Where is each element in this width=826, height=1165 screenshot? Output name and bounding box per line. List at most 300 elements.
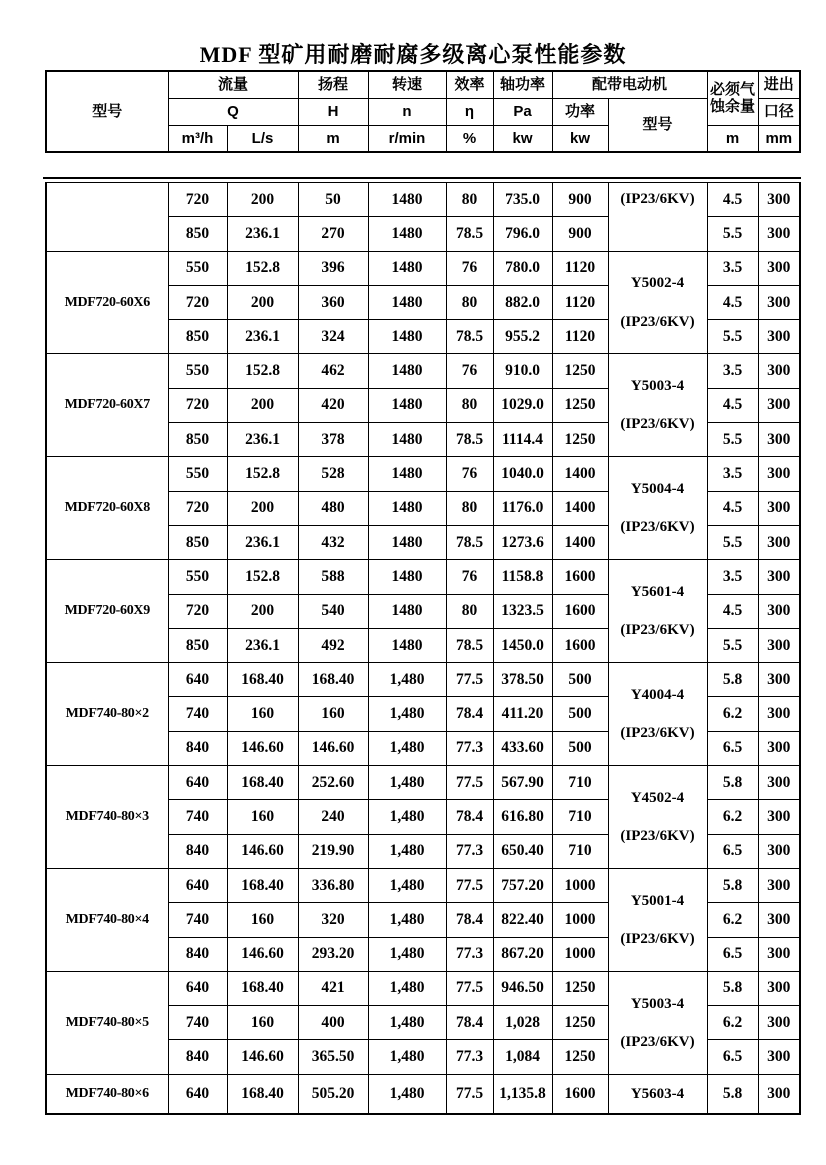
npsh-cell: 4.5 — [707, 594, 758, 628]
speed-cell: 1480 — [368, 457, 446, 491]
table-row — [46, 1074, 800, 1114]
port-diameter-cell: 300 — [758, 594, 800, 628]
port-diameter-cell: 300 — [758, 800, 800, 834]
flow-m3h-cell: 640 — [168, 1074, 227, 1114]
npsh-cell: 5.5 — [707, 217, 758, 251]
port-diameter-cell: 300 — [758, 971, 800, 1005]
motor-model-cell: Y5001-4 (IP23/6KV) — [608, 868, 707, 971]
flow-ls-cell: 236.1 — [227, 423, 298, 457]
efficiency-cell: 80 — [446, 594, 493, 628]
speed-cell: 1480 — [368, 320, 446, 354]
col-header-shaft-power: 轴功率 — [493, 71, 552, 98]
motor-power-cell: 900 — [552, 183, 608, 217]
head-cell: 480 — [298, 491, 368, 525]
pump-model-cell: MDF740-80×4 — [46, 868, 168, 971]
flow-ls-cell: 160 — [227, 903, 298, 937]
shaft-power-cell: 955.2 — [493, 320, 552, 354]
head-cell: 324 — [298, 320, 368, 354]
efficiency-cell: 77.5 — [446, 1074, 493, 1114]
motor-model-cell: Y5603-4 — [608, 1074, 707, 1114]
shaft-power-cell: 1323.5 — [493, 594, 552, 628]
speed-cell: 1,480 — [368, 903, 446, 937]
flow-ls-cell: 168.40 — [227, 663, 298, 697]
head-cell: 396 — [298, 251, 368, 285]
col-symbol-speed: n — [368, 98, 446, 125]
flow-ls-cell: 200 — [227, 285, 298, 319]
flow-m3h-cell: 850 — [168, 525, 227, 559]
table-row — [46, 663, 800, 697]
npsh-cell: 6.2 — [707, 800, 758, 834]
head-cell: 420 — [298, 388, 368, 422]
shaft-power-cell: 946.50 — [493, 971, 552, 1005]
flow-ls-cell: 146.60 — [227, 937, 298, 971]
shaft-power-cell: 1,135.8 — [493, 1074, 552, 1114]
npsh-cell: 5.8 — [707, 663, 758, 697]
flow-m3h-cell: 850 — [168, 320, 227, 354]
head-cell: 320 — [298, 903, 368, 937]
shaft-power-cell: 616.80 — [493, 800, 552, 834]
flow-ls-cell: 168.40 — [227, 1074, 298, 1114]
npsh-cell: 5.8 — [707, 766, 758, 800]
shaft-power-cell: 411.20 — [493, 697, 552, 731]
pump-model-cell: MDF720-60X7 — [46, 354, 168, 457]
page-title: MDF 型矿用耐磨耐腐多级离心泵性能参数 — [199, 42, 627, 67]
port-diameter-cell: 300 — [758, 183, 800, 217]
motor-power-cell: 1600 — [552, 628, 608, 662]
port-diameter-cell: 300 — [758, 868, 800, 902]
col-header-motor-group: 配带电动机 — [552, 71, 707, 98]
col-symbol-flow: Q — [168, 98, 298, 125]
head-cell: 360 — [298, 285, 368, 319]
port-diameter-cell: 300 — [758, 285, 800, 319]
port-diameter-cell: 300 — [758, 1040, 800, 1074]
head-cell: 365.50 — [298, 1040, 368, 1074]
port-diameter-cell: 300 — [758, 320, 800, 354]
col-unit-flow-m3h: m³/h — [168, 125, 227, 152]
motor-power-cell: 1400 — [552, 491, 608, 525]
flow-m3h-cell: 720 — [168, 491, 227, 525]
port-diameter-cell: 300 — [758, 663, 800, 697]
flow-m3h-cell: 740 — [168, 1006, 227, 1040]
col-unit-speed: r/min — [368, 125, 446, 152]
npsh-cell: 4.5 — [707, 388, 758, 422]
table-row — [46, 183, 800, 217]
speed-cell: 1,480 — [368, 1040, 446, 1074]
col-header-motor-model: 型号 — [608, 98, 707, 152]
flow-ls-cell: 160 — [227, 697, 298, 731]
col-header-flow: 流量 — [168, 71, 298, 98]
port-diameter-cell: 300 — [758, 766, 800, 800]
motor-power-cell: 1000 — [552, 903, 608, 937]
motor-model-cell: Y5002-4 (IP23/6KV) — [608, 251, 707, 354]
speed-cell: 1480 — [368, 423, 446, 457]
efficiency-cell: 77.3 — [446, 937, 493, 971]
shaft-power-cell: 1158.8 — [493, 560, 552, 594]
col-header-speed: 转速 — [368, 71, 446, 98]
efficiency-cell: 78.5 — [446, 320, 493, 354]
npsh-cell: 5.5 — [707, 525, 758, 559]
col-header-port-line1: 进出 — [758, 71, 800, 98]
port-diameter-cell: 300 — [758, 525, 800, 559]
npsh-cell: 6.5 — [707, 834, 758, 868]
motor-power-cell: 1250 — [552, 1006, 608, 1040]
flow-ls-cell: 200 — [227, 388, 298, 422]
col-header-efficiency: 效率 — [446, 71, 493, 98]
efficiency-cell: 80 — [446, 388, 493, 422]
efficiency-cell: 78.5 — [446, 628, 493, 662]
efficiency-cell: 76 — [446, 560, 493, 594]
efficiency-cell: 78.5 — [446, 423, 493, 457]
port-diameter-cell: 300 — [758, 354, 800, 388]
col-unit-efficiency: % — [446, 125, 493, 152]
pump-model-cell: MDF740-80×2 — [46, 663, 168, 766]
efficiency-cell: 78.4 — [446, 1006, 493, 1040]
table-header — [45, 70, 801, 153]
flow-ls-cell: 160 — [227, 800, 298, 834]
flow-ls-cell: 236.1 — [227, 628, 298, 662]
npsh-cell: 3.5 — [707, 560, 758, 594]
motor-power-cell: 1600 — [552, 594, 608, 628]
flow-ls-cell: 152.8 — [227, 457, 298, 491]
head-cell: 50 — [298, 183, 368, 217]
flow-ls-cell: 152.8 — [227, 251, 298, 285]
shaft-power-cell: 1450.0 — [493, 628, 552, 662]
motor-power-cell: 500 — [552, 697, 608, 731]
motor-power-cell: 710 — [552, 766, 608, 800]
pump-performance-table — [45, 182, 801, 1115]
flow-m3h-cell: 840 — [168, 937, 227, 971]
speed-cell: 1480 — [368, 183, 446, 217]
col-unit-shaft-power: kw — [493, 125, 552, 152]
efficiency-cell: 78.4 — [446, 697, 493, 731]
shaft-power-cell: 735.0 — [493, 183, 552, 217]
speed-cell: 1,480 — [368, 868, 446, 902]
flow-m3h-cell: 740 — [168, 800, 227, 834]
motor-model-cell: Y5003-4 (IP23/6KV) — [608, 971, 707, 1074]
head-cell: 421 — [298, 971, 368, 1005]
npsh-label-line1: 必须气 — [710, 81, 756, 98]
port-diameter-cell: 300 — [758, 217, 800, 251]
col-unit-head: m — [298, 125, 368, 152]
npsh-cell: 6.5 — [707, 937, 758, 971]
pump-model-cell — [46, 183, 168, 252]
flow-m3h-cell: 840 — [168, 731, 227, 765]
motor-power-cell: 1250 — [552, 388, 608, 422]
pump-model-cell: MDF740-80×3 — [46, 766, 168, 869]
head-cell: 270 — [298, 217, 368, 251]
port-diameter-cell: 300 — [758, 731, 800, 765]
header-row-1 — [46, 71, 800, 98]
motor-model-cell: Y5003-4 (IP23/6KV) — [608, 354, 707, 457]
shaft-power-cell: 1029.0 — [493, 388, 552, 422]
flow-m3h-cell: 740 — [168, 903, 227, 937]
port-diameter-cell: 300 — [758, 628, 800, 662]
shaft-power-cell: 567.90 — [493, 766, 552, 800]
pump-model-cell: MDF720-60X6 — [46, 251, 168, 354]
efficiency-cell: 76 — [446, 251, 493, 285]
efficiency-cell: 78.4 — [446, 903, 493, 937]
motor-model-cell: Y4502-4 (IP23/6KV) — [608, 766, 707, 869]
head-cell: 588 — [298, 560, 368, 594]
head-cell: 240 — [298, 800, 368, 834]
port-diameter-cell: 300 — [758, 423, 800, 457]
npsh-cell: 5.5 — [707, 423, 758, 457]
port-diameter-cell: 300 — [758, 388, 800, 422]
motor-power-cell: 1120 — [552, 285, 608, 319]
motor-power-cell: 500 — [552, 731, 608, 765]
motor-model-cell: (IP23/6KV) — [608, 183, 707, 252]
speed-cell: 1480 — [368, 285, 446, 319]
efficiency-cell: 76 — [446, 354, 493, 388]
shaft-power-cell: 796.0 — [493, 217, 552, 251]
npsh-cell: 5.8 — [707, 1074, 758, 1114]
head-cell: 492 — [298, 628, 368, 662]
efficiency-cell: 80 — [446, 491, 493, 525]
npsh-cell: 3.5 — [707, 354, 758, 388]
flow-m3h-cell: 550 — [168, 560, 227, 594]
head-cell: 146.60 — [298, 731, 368, 765]
head-cell: 378 — [298, 423, 368, 457]
col-symbol-efficiency: η — [446, 98, 493, 125]
pump-model-cell: MDF740-80×6 — [46, 1074, 168, 1114]
shaft-power-cell: 780.0 — [493, 251, 552, 285]
speed-cell: 1,480 — [368, 697, 446, 731]
flow-ls-cell: 146.60 — [227, 731, 298, 765]
head-cell: 505.20 — [298, 1074, 368, 1114]
motor-power-cell: 900 — [552, 217, 608, 251]
motor-power-cell: 1250 — [552, 423, 608, 457]
speed-cell: 1,480 — [368, 937, 446, 971]
table-row — [46, 560, 800, 594]
table-row — [46, 457, 800, 491]
speed-cell: 1480 — [368, 594, 446, 628]
shaft-power-cell: 433.60 — [493, 731, 552, 765]
head-cell: 219.90 — [298, 834, 368, 868]
flow-ls-cell: 168.40 — [227, 766, 298, 800]
shaft-power-cell: 1,084 — [493, 1040, 552, 1074]
flow-m3h-cell: 740 — [168, 697, 227, 731]
col-unit-flow-ls: L/s — [227, 125, 298, 152]
col-unit-npsh: m — [707, 125, 758, 152]
npsh-cell: 5.8 — [707, 971, 758, 1005]
col-symbol-head: H — [298, 98, 368, 125]
shaft-power-cell: 650.40 — [493, 834, 552, 868]
motor-power-cell: 500 — [552, 663, 608, 697]
col-header-model: 型号 — [46, 71, 168, 152]
npsh-cell: 4.5 — [707, 491, 758, 525]
speed-cell: 1,480 — [368, 800, 446, 834]
efficiency-cell: 77.3 — [446, 1040, 493, 1074]
npsh-cell: 6.2 — [707, 1006, 758, 1040]
shaft-power-cell: 1273.6 — [493, 525, 552, 559]
motor-power-cell: 1120 — [552, 251, 608, 285]
efficiency-cell: 78.5 — [446, 217, 493, 251]
efficiency-cell: 77.5 — [446, 971, 493, 1005]
efficiency-cell: 78.4 — [446, 800, 493, 834]
speed-cell: 1480 — [368, 628, 446, 662]
npsh-cell: 4.5 — [707, 285, 758, 319]
flow-ls-cell: 200 — [227, 183, 298, 217]
port-diameter-cell: 300 — [758, 491, 800, 525]
npsh-cell: 6.2 — [707, 697, 758, 731]
shaft-power-cell: 1,028 — [493, 1006, 552, 1040]
motor-model-cell: Y5004-4 (IP23/6KV) — [608, 457, 707, 560]
head-cell: 528 — [298, 457, 368, 491]
speed-cell: 1,480 — [368, 834, 446, 868]
flow-m3h-cell: 720 — [168, 594, 227, 628]
npsh-cell: 5.5 — [707, 320, 758, 354]
npsh-cell: 6.5 — [707, 1040, 758, 1074]
npsh-cell: 6.2 — [707, 903, 758, 937]
port-diameter-cell: 300 — [758, 251, 800, 285]
motor-power-cell: 1250 — [552, 1040, 608, 1074]
flow-m3h-cell: 850 — [168, 423, 227, 457]
speed-cell: 1,480 — [368, 731, 446, 765]
efficiency-cell: 77.3 — [446, 731, 493, 765]
port-diameter-cell: 300 — [758, 834, 800, 868]
flow-m3h-cell: 640 — [168, 766, 227, 800]
col-header-npsh — [707, 71, 758, 125]
flow-m3h-cell: 720 — [168, 285, 227, 319]
shaft-power-cell: 378.50 — [493, 663, 552, 697]
speed-cell: 1480 — [368, 560, 446, 594]
speed-cell: 1,480 — [368, 1074, 446, 1114]
motor-power-cell: 1400 — [552, 457, 608, 491]
table-row — [46, 354, 800, 388]
efficiency-cell: 77.5 — [446, 663, 493, 697]
port-diameter-cell: 300 — [758, 457, 800, 491]
port-diameter-cell: 300 — [758, 937, 800, 971]
npsh-cell: 6.5 — [707, 731, 758, 765]
efficiency-cell: 78.5 — [446, 525, 493, 559]
speed-cell: 1,480 — [368, 663, 446, 697]
efficiency-cell: 76 — [446, 457, 493, 491]
speed-cell: 1480 — [368, 354, 446, 388]
efficiency-cell: 77.5 — [446, 766, 493, 800]
flow-ls-cell: 236.1 — [227, 217, 298, 251]
motor-power-cell: 1600 — [552, 560, 608, 594]
col-header-head: 扬程 — [298, 71, 368, 98]
motor-power-cell: 1600 — [552, 1074, 608, 1114]
head-cell: 400 — [298, 1006, 368, 1040]
pump-model-cell: MDF740-80×5 — [46, 971, 168, 1074]
motor-power-cell: 1000 — [552, 937, 608, 971]
motor-model-cell: Y4004-4 (IP23/6KV) — [608, 663, 707, 766]
flow-ls-cell: 200 — [227, 594, 298, 628]
speed-cell: 1480 — [368, 217, 446, 251]
table-row — [46, 251, 800, 285]
speed-cell: 1480 — [368, 251, 446, 285]
shaft-power-cell: 757.20 — [493, 868, 552, 902]
pump-model-cell: MDF720-60X9 — [46, 560, 168, 663]
npsh-cell: 5.8 — [707, 868, 758, 902]
speed-cell: 1480 — [368, 525, 446, 559]
flow-ls-cell: 236.1 — [227, 525, 298, 559]
shaft-power-cell: 822.40 — [493, 903, 552, 937]
motor-power-cell: 710 — [552, 800, 608, 834]
motor-power-cell: 1000 — [552, 868, 608, 902]
head-cell: 540 — [298, 594, 368, 628]
flow-m3h-cell: 550 — [168, 251, 227, 285]
speed-cell: 1480 — [368, 491, 446, 525]
col-header-port-line2: 口径 — [758, 98, 800, 125]
motor-power-cell: 710 — [552, 834, 608, 868]
motor-power-cell: 1400 — [552, 525, 608, 559]
motor-power-cell: 1250 — [552, 971, 608, 1005]
flow-m3h-cell: 550 — [168, 457, 227, 491]
head-cell: 293.20 — [298, 937, 368, 971]
head-cell: 160 — [298, 697, 368, 731]
shaft-power-cell: 910.0 — [493, 354, 552, 388]
npsh-cell: 4.5 — [707, 183, 758, 217]
flow-m3h-cell: 720 — [168, 183, 227, 217]
npsh-cell: 5.5 — [707, 628, 758, 662]
flow-ls-cell: 146.60 — [227, 834, 298, 868]
npsh-label-line2: 蚀余量 — [710, 98, 756, 116]
motor-model-cell: Y5601-4 (IP23/6KV) — [608, 560, 707, 663]
efficiency-cell: 80 — [446, 183, 493, 217]
flow-m3h-cell: 550 — [168, 354, 227, 388]
table-row — [46, 868, 800, 902]
shaft-power-cell: 882.0 — [493, 285, 552, 319]
npsh-cell: 3.5 — [707, 457, 758, 491]
pump-table-body — [46, 183, 800, 1114]
flow-ls-cell: 168.40 — [227, 971, 298, 1005]
efficiency-cell: 77.3 — [446, 834, 493, 868]
flow-ls-cell: 168.40 — [227, 868, 298, 902]
flow-m3h-cell: 640 — [168, 663, 227, 697]
port-diameter-cell: 300 — [758, 560, 800, 594]
flow-ls-cell: 152.8 — [227, 354, 298, 388]
flow-ls-cell: 200 — [227, 491, 298, 525]
head-cell: 432 — [298, 525, 368, 559]
col-unit-motor-power: kw — [552, 125, 608, 152]
head-cell: 168.40 — [298, 663, 368, 697]
flow-m3h-cell: 850 — [168, 217, 227, 251]
flow-m3h-cell: 840 — [168, 834, 227, 868]
efficiency-cell: 80 — [446, 285, 493, 319]
port-diameter-cell: 300 — [758, 1074, 800, 1114]
pump-model-cell: MDF720-60X8 — [46, 457, 168, 560]
speed-cell: 1,480 — [368, 971, 446, 1005]
table-body-section — [43, 177, 801, 1115]
flow-m3h-cell: 840 — [168, 1040, 227, 1074]
col-unit-port: mm — [758, 125, 800, 152]
shaft-power-cell: 867.20 — [493, 937, 552, 971]
motor-power-cell: 1250 — [552, 354, 608, 388]
col-symbol-shaft-power: Pa — [493, 98, 552, 125]
head-cell: 336.80 — [298, 868, 368, 902]
flow-ls-cell: 146.60 — [227, 1040, 298, 1074]
head-cell: 462 — [298, 354, 368, 388]
flow-ls-cell: 152.8 — [227, 560, 298, 594]
shaft-power-cell: 1040.0 — [493, 457, 552, 491]
flow-ls-cell: 236.1 — [227, 320, 298, 354]
motor-power-cell: 1120 — [552, 320, 608, 354]
efficiency-cell: 77.5 — [446, 868, 493, 902]
port-diameter-cell: 300 — [758, 903, 800, 937]
speed-cell: 1,480 — [368, 1006, 446, 1040]
table-row — [46, 971, 800, 1005]
flow-m3h-cell: 720 — [168, 388, 227, 422]
col-header-motor-power: 功率 — [552, 98, 608, 125]
npsh-cell: 3.5 — [707, 251, 758, 285]
shaft-power-cell: 1176.0 — [493, 491, 552, 525]
table-row — [46, 766, 800, 800]
port-diameter-cell: 300 — [758, 697, 800, 731]
flow-m3h-cell: 640 — [168, 868, 227, 902]
speed-cell: 1,480 — [368, 766, 446, 800]
